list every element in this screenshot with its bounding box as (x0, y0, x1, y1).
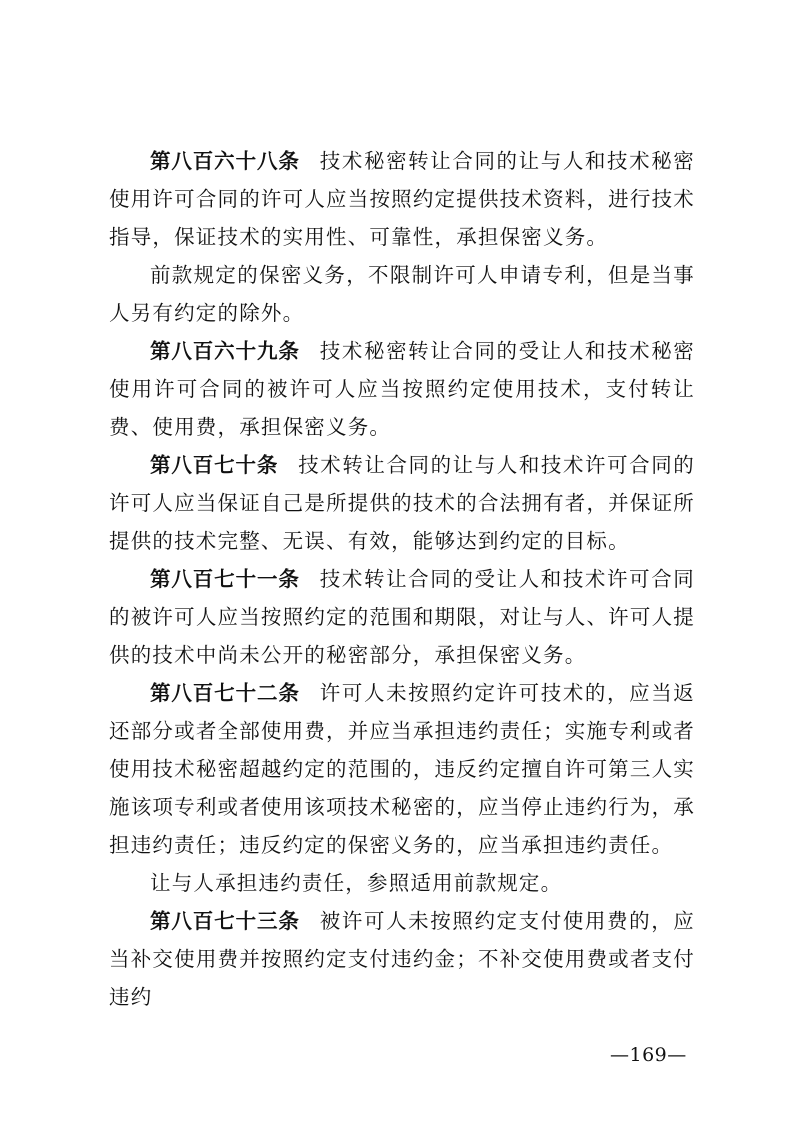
article-number: 第八百六十九条 (150, 339, 300, 363)
paragraph-article-873 (109, 902, 695, 1016)
paragraph-article-872-note (109, 864, 695, 902)
article-number: 第八百七十一条 (150, 567, 300, 591)
document-body (109, 142, 695, 1016)
article-number: 第八百七十三条 (150, 909, 300, 933)
paragraph-article-868-note (109, 256, 695, 332)
page-number: —169— (610, 1044, 687, 1066)
paragraph-article-869 (109, 332, 695, 446)
article-number: 第八百六十八条 (150, 149, 300, 173)
article-text: 技术秘密转让合同的受让人和技术秘密使用许可合同的被许可人应当按照约定使用技术，支付转让费、使用费，承担保密义务。 (109, 339, 696, 439)
article-text: 技术转让合同的让与人和技术许可合同的许可人应当保证自己是所提供的技术的合法拥有者，并保证所提供的技术完整、无误、有效，能够达到约定的目标。 (109, 453, 696, 553)
article-text: 被许可人未按照约定支付使用费的，应当补交使用费并按照约定支付违约金；不补交使用费或者支付违约 (109, 909, 696, 1009)
article-text: 许可人未按照约定许可技术的，应当返还部分或者全部使用费，并应当承担违约责任；实施专利或者使用技术秘密超越约定的范围的，违反约定擅自许可第三人实施该项专利或者使用该项技术秘密的，应当停止违约行为，承担违约责任；违反约定的保密义务的，应当承担违约责任。 (109, 681, 696, 857)
paragraph-article-872 (109, 674, 695, 864)
paragraph-article-871 (109, 560, 695, 674)
paragraph-text: 让与人承担违约责任，参照适用前款规定。 (150, 871, 563, 895)
paragraph-text: 前款规定的保密义务，不限制许可人申请专利，但是当事人另有约定的除外。 (109, 263, 695, 325)
article-number: 第八百七十二条 (150, 681, 300, 705)
paragraph-article-868 (109, 142, 695, 256)
article-number: 第八百七十条 (150, 453, 279, 477)
article-text: 技术转让合同的受让人和技术许可合同的被许可人应当按照约定的范围和期限，对让与人、许可人提供的技术中尚未公开的秘密部分，承担保密义务。 (109, 567, 696, 667)
paragraph-article-870 (109, 446, 695, 560)
article-text: 技术秘密转让合同的让与人和技术秘密使用许可合同的许可人应当按照约定提供技术资料，进行技术指导，保证技术的实用性、可靠性，承担保密义务。 (109, 149, 696, 249)
